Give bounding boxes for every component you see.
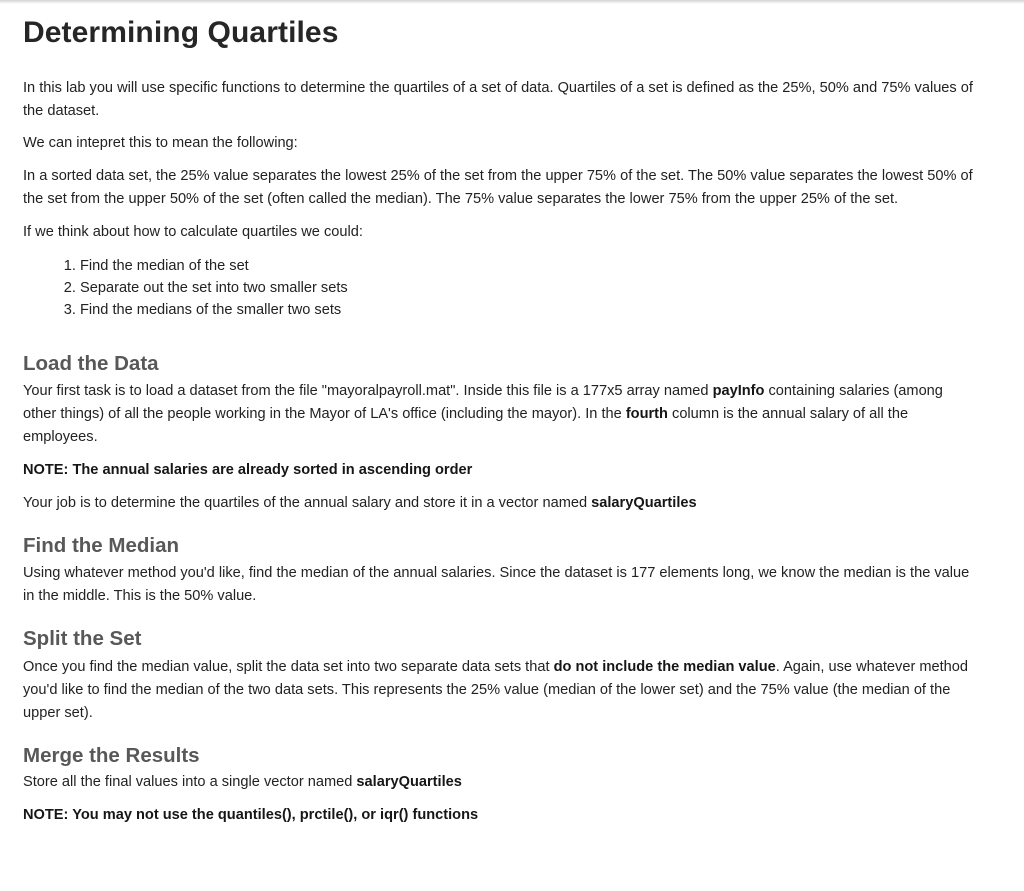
merge-paragraph (23, 771, 973, 794)
intro-paragraph-interpret: We can intepret this to mean the following: (23, 135, 298, 151)
load-data-paragraph (23, 380, 973, 449)
find-median-paragraph: Using whatever method you'd like, find the median of the annual salaries. Since the dataset is 177 elements long, we know the median is the value in the middle. This is the 50% value. (23, 565, 970, 604)
note-forbidden-functions (23, 804, 973, 827)
text-span: Your job is to determine the quartiles of the annual salary and store it in a vector named (23, 495, 592, 511)
task-paragraph (23, 492, 973, 515)
steps-list (23, 255, 973, 321)
note-text: NOTE: You may not use the quantiles(), prctile(), or iqr() functions (23, 807, 479, 823)
step-item: 2. Separate out the set into two smaller sets (80, 277, 973, 299)
text-span: Store all the final values into a single vector named (23, 774, 357, 790)
step-item: 1. Find the median of the set (80, 255, 973, 277)
section-heading-load-data: Load the Data (23, 352, 159, 375)
section-heading-merge-results: Merge the Results (23, 744, 200, 767)
bold-text-payinfo: payInfo (712, 383, 765, 399)
note-sorted (23, 459, 973, 482)
document-content (23, 0, 973, 827)
text-span: Once you find the median value, split the data set into two separate data sets that (23, 659, 554, 675)
page-title: Determining Quartiles (23, 16, 339, 49)
intro-paragraph-definition: In this lab you will use specific functions to determine the quartiles of a set of data. Quartiles of a set is defined as the 25%, 50% and 75% values of the dataset. (23, 80, 973, 119)
note-text: NOTE: The annual salaries are already sorted in ascending order (23, 462, 473, 478)
section-heading-find-median: Find the Median (23, 534, 180, 557)
bold-text-salaryquartiles: salaryQuartiles (591, 495, 697, 511)
text-span: Your first task is to load a dataset from the file "mayoralpayroll.mat". Inside this file is a 177x5 array named (23, 383, 713, 399)
intro-paragraph-explanation: In a sorted data set, the 25% value separates the lowest 25% of the set from the upper 75% of the set. The 50% value separates the lowest 50% of the set from the upper 50% of the set (often called the median). The 75% value separates the lower 75% from the upper 25% of the set. (23, 168, 973, 207)
split-set-paragraph (23, 656, 973, 725)
text-span: containing salaries (among other things) of all the people working in the Mayor of LA's office (including the mayor). In the (23, 383, 943, 422)
text-span: column is the annual salary of all the employees. (23, 406, 909, 445)
bold-text-salaryquartiles: salaryQuartiles (356, 774, 462, 790)
bold-text-fourth: fourth (625, 406, 668, 422)
step-item: 3. Find the medians of the smaller two sets (80, 299, 973, 321)
bold-text-not-include: do not include the median value (553, 659, 776, 675)
section-heading-split-set: Split the Set (23, 627, 142, 650)
intro-paragraph-calculate: If we think about how to calculate quartiles we could: (23, 224, 363, 240)
text-span: . Again, use whatever method you'd like to find the median of the two data sets. This represents the 25% value (median of the lower set) and the 75% value (the median of the upper set). (23, 659, 969, 721)
